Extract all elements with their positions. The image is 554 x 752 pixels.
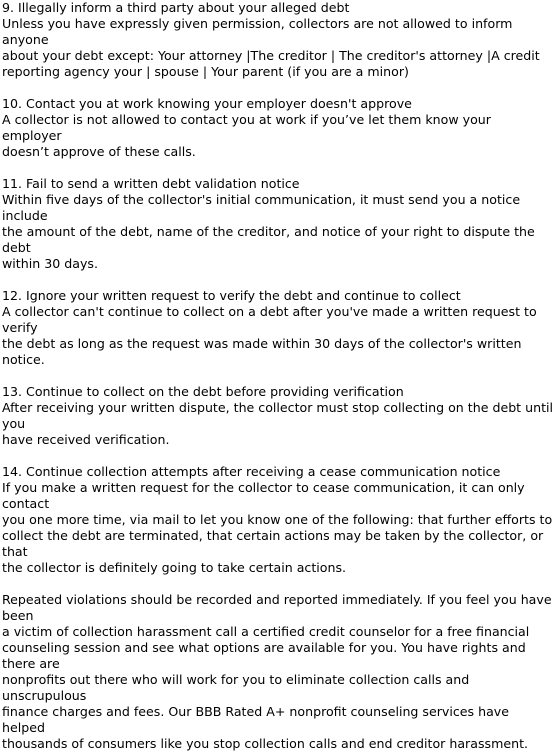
section-heading: 11. Fail to send a written debt validation notice (2, 176, 300, 191)
section-heading: 13. Continue to collect on the debt before providing verification (2, 384, 404, 399)
section-body: Unless you have expressly given permission, collectors are not allowed to inform anyone about your debt except: Your attorney |The creditor | The creditor's attorney |A credit reporting agency your | spouse | Your parent (if you are a minor) (2, 16, 540, 79)
section-body: Within five days of the collector's initial communication, it must send you a notice include the amount of the debt, name of the creditor, and notice of your right to dispute the debt within 30 days. (2, 192, 535, 271)
section-heading: 9. Illegally inform a third party about your alleged debt (2, 0, 350, 15)
section-heading: 14. Continue collection attempts after receiving a cease communication notice (2, 464, 501, 479)
section-13 (2, 384, 554, 448)
section-11 (2, 176, 554, 272)
section-12 (2, 288, 554, 368)
closing-paragraph (2, 592, 554, 752)
section-body: After receiving your written dispute, the collector must stop collecting on the debt until you have received verification. (2, 400, 554, 447)
section-14 (2, 464, 554, 576)
section-body: If you make a written request for the collector to cease communication, it can only contact you one more time, via mail to let you know one of the following: that further efforts to collect the debt are terminated, that certain actions may be taken by the collector, or that the collector is definitely going to take certain actions. (2, 480, 553, 575)
section-heading: 10. Contact you at work knowing your employer doesn't approve (2, 96, 412, 111)
section-heading: 12. Ignore your written request to verify the debt and continue to collect (2, 288, 461, 303)
section-body: A collector can't continue to collect on a debt after you've made a written request to verify the debt as long as the request was made within 30 days of the collector's written notice. (2, 304, 537, 367)
section-10 (2, 96, 554, 160)
section-body: A collector is not allowed to contact you at work if you’ve let them know your employer doesn’t approve of these calls. (2, 112, 491, 159)
closing-text: Repeated violations should be recorded and reported immediately. If you feel you have been a victim of collection harassment call a certified credit counselor for a free financial counseling session and see what options are available for you. You have rights and there are nonprofits out there who will work for you to eliminate collection calls and unscrupulous finance charges and fees. Our BBB Rated A+ nonprofit counseling services have helped thousands of consumers like you stop collection calls and end creditor harassment. (2, 592, 552, 751)
section-9 (2, 0, 554, 80)
